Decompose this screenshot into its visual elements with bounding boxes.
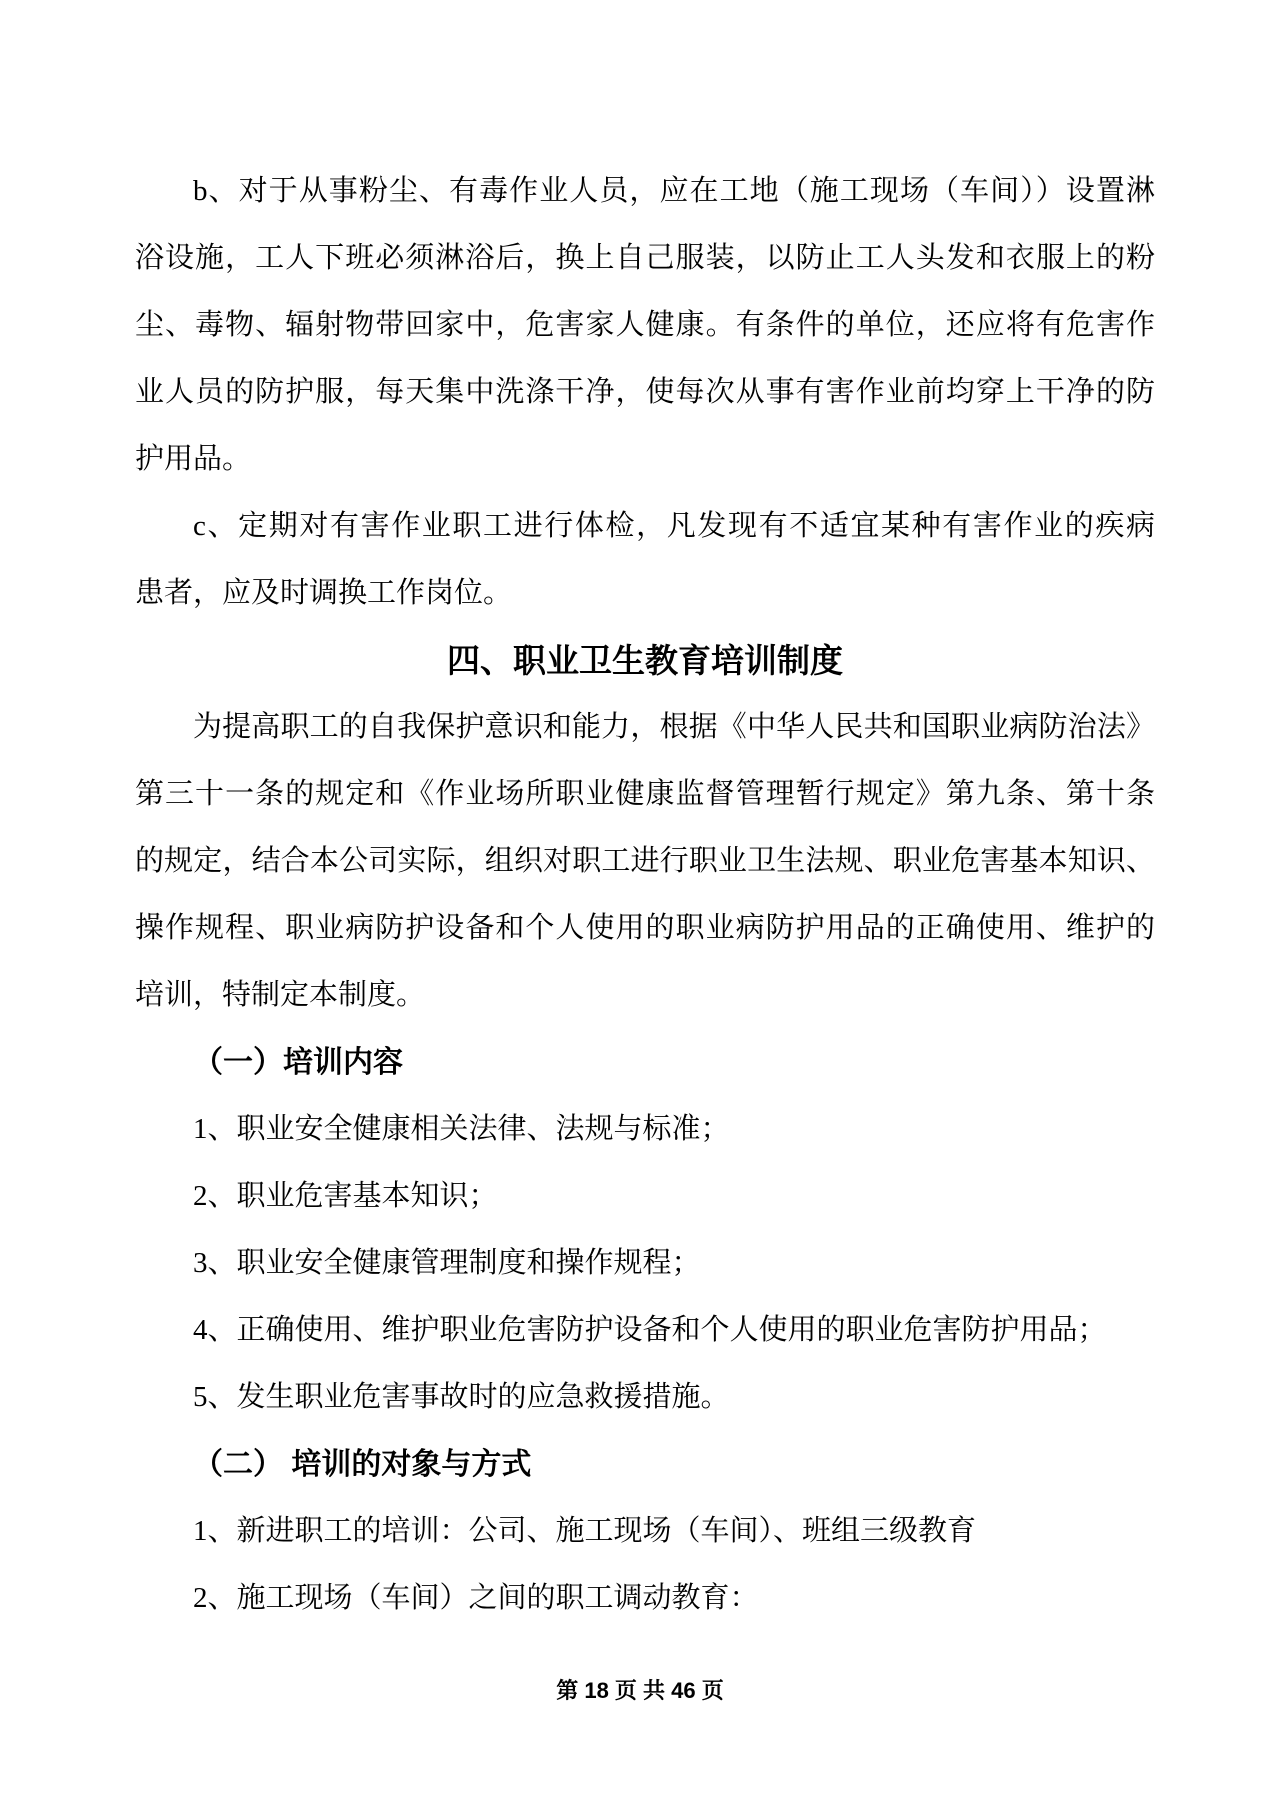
document-line: 培训，特制定本制度。 xyxy=(135,979,426,1011)
document-body xyxy=(135,158,1155,1632)
document-line: 第三十一条的规定和《作业场所职业健康监督管理暂行规定》第九条、第十条 xyxy=(135,778,1155,810)
document-line: 1、职业安全健康相关法律、法规与标准； xyxy=(193,1113,730,1145)
sub-section-heading: （一）培训内容 xyxy=(193,1046,403,1079)
document-line: c、定期对有害作业职工进行体检，凡发现有不适宜某种有害作业的疾病 xyxy=(193,510,1155,542)
document-line: 1、新进职工的培训：公司、施工现场（车间）、班组三级教育 xyxy=(193,1515,977,1547)
page-footer: 第 18 页 共 46 页 xyxy=(556,1678,724,1703)
document-line: 护用品。 xyxy=(135,443,252,475)
document-line: 浴设施，工人下班必须淋浴后，换上自己服装，以防止工人头发和衣服上的粉 xyxy=(135,242,1155,274)
sub-section-heading: （二） 培训的对象与方式 xyxy=(193,1448,532,1481)
document-line: 4、正确使用、维护职业危害防护设备和个人使用的职业危害防护用品； xyxy=(193,1314,1107,1346)
document-line: 5、发生职业危害事故时的应急救援措施。 xyxy=(193,1381,730,1413)
document-line: 3、职业安全健康管理制度和操作规程； xyxy=(193,1247,701,1279)
document-line: 2、施工现场（车间）之间的职工调动教育： xyxy=(193,1582,759,1614)
document-line: b、对于从事粉尘、有毒作业人员，应在工地（施工现场（车间））设置淋 xyxy=(193,175,1155,207)
document-line: 的规定，结合本公司实际，组织对职工进行职业卫生法规、职业危害基本知识、 xyxy=(135,845,1155,877)
document-line: 业人员的防护服，每天集中洗涤干净，使每次从事有害作业前均穿上干净的防 xyxy=(135,376,1155,408)
document-line: 尘、毒物、辐射物带回家中，危害家人健康。有条件的单位，还应将有危害作 xyxy=(135,309,1155,341)
document-line: 为提高职工的自我保护意识和能力，根据《中华人民共和国职业病防治法》 xyxy=(193,711,1155,743)
document-line: 2、职业危害基本知识； xyxy=(193,1180,498,1212)
section-heading: 四、职业卫生教育培训制度 xyxy=(447,642,843,679)
document-line: 患者，应及时调换工作岗位。 xyxy=(135,577,513,609)
document-line: 操作规程、职业病防护设备和个人使用的职业病防护用品的正确使用、维护的 xyxy=(135,912,1155,944)
